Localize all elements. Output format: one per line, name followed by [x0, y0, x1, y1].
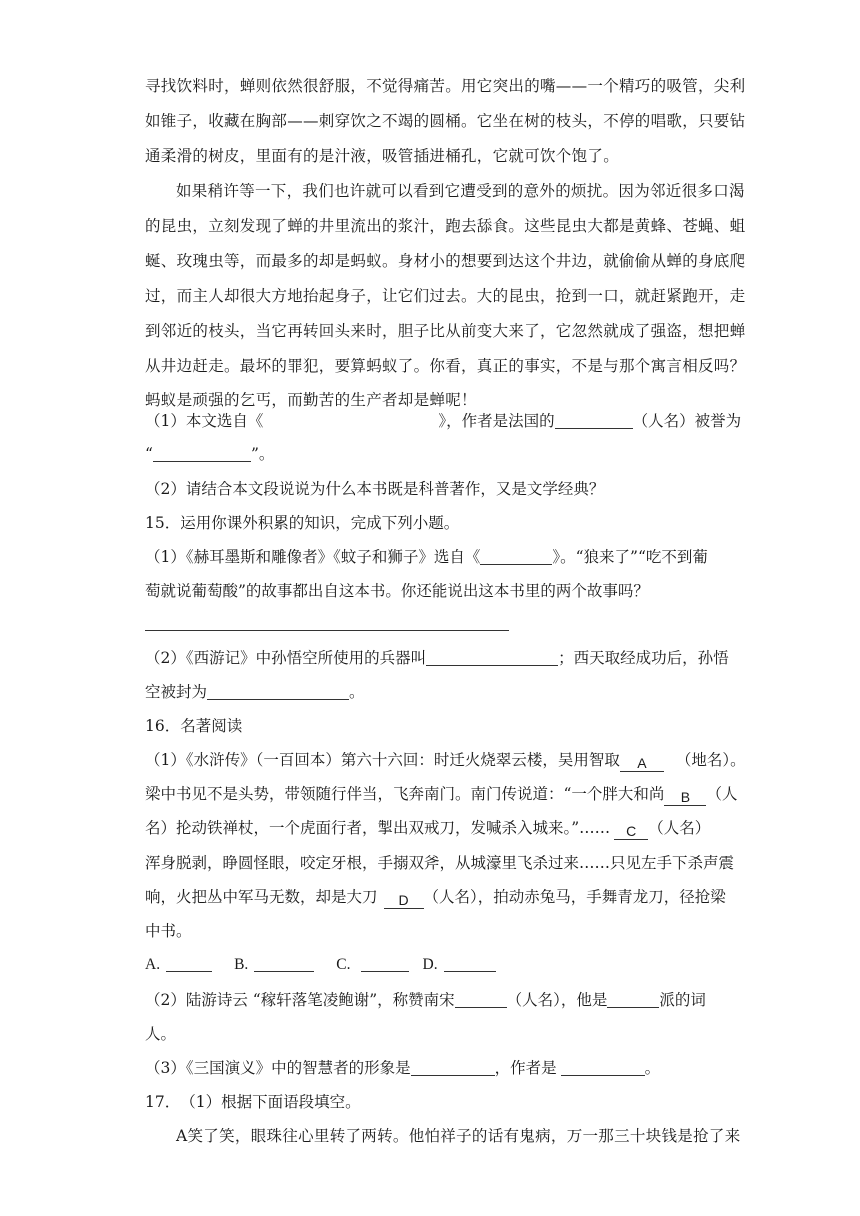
- q16-option-label: A.: [145, 956, 161, 973]
- q16-option-label: B.: [234, 956, 249, 973]
- q14-quote-open: “: [145, 445, 153, 463]
- q16-option-label: D.: [422, 956, 438, 973]
- q16-sub1-line2: [145, 784, 737, 806]
- passage-line: 如锥子，收藏在胸部——刺穿饮之不竭的圆桶。它坐在树的枝头，不停的唱歌，只要钻: [145, 112, 746, 130]
- passage-line: 通柔滑的树皮，里面有的是汁液，吸管插进桶孔，它就可饮个饱了。: [145, 147, 620, 165]
- q16-text: ，作者是: [494, 1059, 557, 1077]
- q16-answer-d[interactable]: [384, 890, 424, 909]
- passage-line: 的昆虫，立刻发现了蝉的井里流出的浆汁，跑去舔食。这些昆虫大都是黄蜂、苍蝇、蛆: [145, 217, 746, 235]
- passage-line: 寻找饮料时，蝉则依然很舒服，不觉得痛苦。用它突出的嘴——一个精巧的吸管，尖利: [145, 77, 746, 95]
- q16-sub2: [145, 990, 706, 1010]
- passage-line: 从井边赶走。最坏的罪犯，要算蚂蚁了。你看，真正的事实，不是与那个寓言相反吗？: [145, 357, 746, 375]
- q16-text: 。: [644, 1059, 661, 1077]
- passage-line: 蜒、玫瑰虫等，而最多的却是蚂蚁。身材小的想要到达这个井边，就偷偷从蝉的身底爬: [145, 252, 746, 270]
- q17-title: 17． （1）根据下面语段填空。: [145, 1093, 361, 1111]
- q16-wise-blank[interactable]: [411, 1059, 495, 1076]
- q16-text: 派的词: [659, 991, 706, 1009]
- q16-text: （人名）: [648, 819, 711, 837]
- q16-text: （地名）。: [675, 751, 746, 769]
- q16-poet-blank[interactable]: [455, 991, 507, 1008]
- q16-text: （人名），他是: [506, 991, 608, 1009]
- q16-answer-b[interactable]: [664, 787, 706, 806]
- passage-line: 蚂蚁是顽强的乞丐，而勤苦的生产者却是蝉呢！: [145, 391, 477, 409]
- q15-sub1-text-b: 》。“狼来了”“吃不到葡: [552, 548, 708, 566]
- passage-line: 如果稍许等一下，我们也许就可以看到它遭受到的意外的烦扰。因为邻近很多口渴: [176, 182, 745, 200]
- q16-option-c-blank[interactable]: [361, 955, 409, 972]
- q14-sub2: （2）请结合本文段说说为什么本书既是科普著作，又是文学经典？: [145, 480, 605, 498]
- q14-sub1-cont: [145, 444, 274, 464]
- q16-sub3: [145, 1058, 660, 1078]
- q16-sub2-cont: 人。: [145, 1025, 177, 1043]
- q14-quote-close: ”。: [250, 445, 275, 463]
- q14-sub1-text-a: （1）本文选自《: [145, 412, 264, 430]
- q16-author-blank[interactable]: [561, 1059, 645, 1076]
- q15-sub2-text-c: 空被封为: [145, 683, 208, 701]
- q16-text: 梁中书见不是头势，带领随行伴当，飞奔南门。南门传说道：“一个胖大和尚: [145, 785, 665, 803]
- q16-option-d-blank[interactable]: [444, 955, 496, 972]
- q15-weapon-blank[interactable]: [426, 649, 558, 666]
- q15-answer-line[interactable]: [145, 630, 509, 631]
- q15-book-blank[interactable]: [480, 548, 552, 565]
- q16-text: （人名），拍动赤兔马，手舞青龙刀，径抢梁: [423, 888, 726, 906]
- q16-text: （3）《三国演义》中的智慧者的形象是: [145, 1059, 411, 1077]
- q15-sub1: [145, 547, 708, 567]
- q15-sub2-cont: [145, 682, 365, 702]
- q15-sub1-cont: 萄就说葡萄酸”的故事都出自这本书。你还能说出这本书里的两个故事吗？: [145, 582, 649, 600]
- q14-sub1-text-b: 》，作者是法国的: [438, 412, 555, 430]
- q16-option-b-blank[interactable]: [254, 955, 314, 972]
- q15-title-blank[interactable]: [207, 683, 349, 700]
- q16-sub1-line5: [145, 887, 726, 909]
- q16-text: 名）抡动铁禅杖，一个虎面行者，掣出双戒刀，发喊杀入城来。”……: [145, 819, 611, 837]
- q16-sub1-line4: 浑身脱剥，睁圆怪眼，咬定牙根，手搦双斧，从城濠里飞杀过来……只见左手下杀声震: [145, 854, 735, 872]
- q16-answer-a[interactable]: [620, 753, 664, 772]
- q14-sub1: [145, 411, 741, 431]
- passage-line: 到邻近的枝头，当它再转回头来时，胆子比从前变大来了，它忽然就成了强盗，想把蝉: [145, 322, 746, 340]
- q16-answer-c[interactable]: [614, 821, 648, 840]
- q14-title-blank[interactable]: [153, 445, 251, 462]
- q14-sub1-text-c: （人名）被誉为: [632, 412, 742, 430]
- q16-answer-a-label: A: [637, 755, 647, 771]
- q16-answer-c-label: C: [626, 823, 637, 839]
- q14-author-blank[interactable]: [555, 412, 633, 429]
- q16-answer-b-label: B: [680, 789, 691, 805]
- q16-text: （2）陆游诗云 “稼轩落笔凌鲍谢”，称赞南宋: [145, 991, 455, 1009]
- q16-sub1-line1: [145, 750, 746, 772]
- q16-sub1-line6: 中书。: [145, 922, 192, 940]
- q15-sub2-text-a: （2）《西游记》中孙悟空所使用的兵器叫: [145, 649, 427, 667]
- q15-sub2-text-d: 。: [349, 683, 365, 701]
- q16-options: [145, 955, 496, 975]
- q17-passage-line: A笑了笑，眼珠往心里转了两转。他怕祥子的话有鬼病，万一那三十块钱是抢了来: [176, 1127, 741, 1145]
- q16-school-blank[interactable]: [607, 991, 659, 1008]
- q16-text: （1）《水浒传》（一百回本）第六十六回：时迁火烧翠云楼，吴用智取: [145, 751, 620, 769]
- q14-book-blank[interactable]: [263, 413, 438, 429]
- q15-sub2: [145, 648, 729, 668]
- q16-text: 响，火把丛中军马无数，却是大刀: [145, 888, 378, 906]
- q15-sub2-text-b: ；西天取经成功后，孙悟: [558, 649, 729, 667]
- q15-sub1-text-a: （1）《赫耳墨斯和雕像者》《蚊子和狮子》选自《: [145, 548, 481, 566]
- q16-title: 16．名著阅读: [145, 717, 243, 735]
- q16-sub1-line3: [145, 818, 710, 840]
- q16-option-a-blank[interactable]: [166, 955, 212, 972]
- passage-line: 过，而主人却很大方地抬起身子，让它们过去。大的昆虫，抢到一口，就赶紧跑开，走: [145, 287, 746, 305]
- q16-text: （人: [706, 785, 738, 803]
- q15-title: 15．运用你课外积累的知识，完成下列小题。: [145, 514, 460, 532]
- q16-answer-d-label: D: [398, 892, 409, 908]
- q16-option-label: C.: [336, 956, 351, 973]
